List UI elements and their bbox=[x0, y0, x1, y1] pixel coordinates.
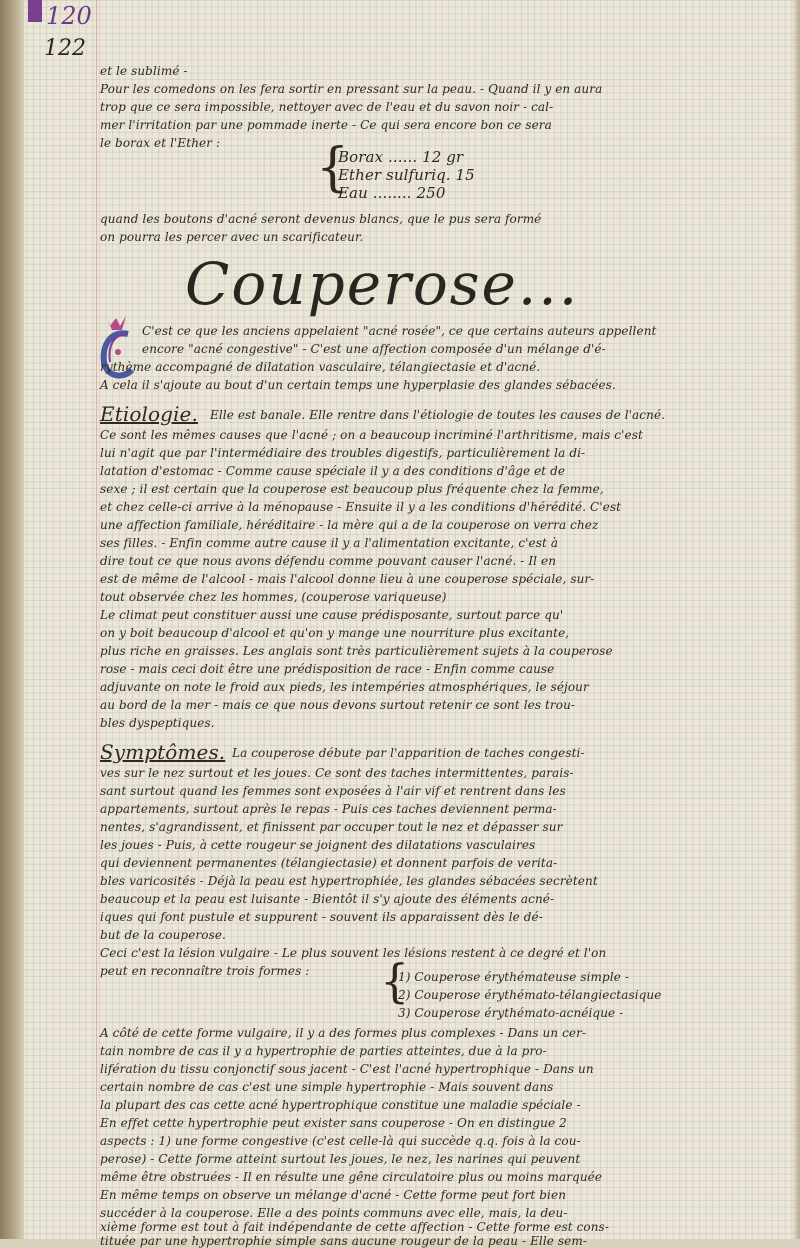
text-line: sexe ; il est certain que la couperose est beaucoup plus fréquente chez la femme, bbox=[100, 482, 604, 496]
text-line: plus riche en graisses. Les anglais sont très particulièrement sujets à la couperose bbox=[100, 644, 613, 658]
text-line: tout observée chez les hommes, (couperose variqueuse) bbox=[100, 590, 447, 604]
text-line: une affection familiale, héréditaire - la mère qui a de la couperose on verra chez bbox=[100, 518, 599, 532]
text-line: adjuvante on note le froid aux pieds, les intempéries atmosphériques, le séjour bbox=[100, 680, 589, 694]
text-line: but de la couperose. bbox=[100, 928, 226, 942]
text-line: peut en reconnaître trois formes : bbox=[100, 964, 310, 978]
text-line: Elle est banale. Elle rentre dans l'étiologie de toutes les causes de l'acné. bbox=[210, 408, 666, 422]
text-line: aspects : 1) une forme congestive (c'est celle-là qui succède q.q. fois à la cou- bbox=[100, 1134, 581, 1148]
text-line: bles dyspeptiques. bbox=[100, 716, 215, 730]
text-line: qui deviennent permanentes (télangiectasie) et donnent parfois de verita- bbox=[100, 856, 558, 870]
text-line: au bord de la mer - mais ce que nous devons surtout retenir ce sont les trou- bbox=[100, 698, 576, 712]
text-line: rose - mais ceci doit être une prédisposition de race - Enfin comme cause bbox=[100, 662, 555, 676]
page-number: 122 bbox=[44, 36, 86, 61]
text-line: sant surtout quand les femmes sont exposées à l'air vif et rentrent dans les bbox=[100, 784, 566, 798]
text-line: A cela il s'ajoute au bout d'un certain temps une hyperplasie des glandes sébacées. bbox=[100, 378, 616, 392]
text-line: on y boit beaucoup d'alcool et qu'on y mange une nourriture plus excitante, bbox=[100, 626, 570, 640]
section-title: Couperose... bbox=[185, 250, 580, 318]
text-line: Pour les comedons on les fera sortir en pressant sur la peau. - Quand il y en aura bbox=[100, 82, 603, 96]
formula-brace: { bbox=[316, 138, 350, 198]
text-line: Ce sont les mêmes causes que l'acné ; on a beaucoup incriminé l'arthritisme, mais c'est bbox=[100, 428, 643, 442]
text-line: mer l'irritation par une pommade inerte - Ce qui sera encore bon ce sera bbox=[100, 118, 552, 132]
form-item: 1) Couperose érythémateuse simple - bbox=[398, 970, 629, 984]
text-line: on pourra les percer avec un scarificateur. bbox=[100, 230, 364, 244]
text-line: En même temps on observe un mélange d'acné - Cette forme peut fort bien bbox=[100, 1188, 567, 1202]
forms-brace: { bbox=[380, 954, 410, 1008]
formula-line: Ether sulfuriq. 15 bbox=[338, 166, 475, 184]
text-line: lifération du tissu conjonctif sous jacent - C'est l'acné hypertrophique - Dans un bbox=[100, 1062, 594, 1076]
form-item: 3) Couperose érythémato-acnéique - bbox=[398, 1006, 624, 1020]
text-line: beaucoup et la peau est luisante - Bientôt il s'y ajoute des éléments acné- bbox=[100, 892, 555, 906]
text-line: bles varicosités - Déjà la peau est hypertrophiée, les glandes sébacées secrètent bbox=[100, 874, 598, 888]
text-line: trop que ce sera impossible, nettoyer avec de l'eau et du savon noir - cal- bbox=[100, 100, 554, 114]
subsection-heading-etiologie: Etiologie. bbox=[100, 402, 198, 426]
text-line: succéder à la couperose. Elle a des points communs avec elle, mais, la deu- bbox=[100, 1206, 568, 1220]
text-line: nentes, s'agrandissent, et finissent par occuper tout le nez et dépasser sur bbox=[100, 820, 563, 834]
text-line: dire tout ce que nous avons défendu comme pouvant causer l'acné. - Il en bbox=[100, 554, 557, 568]
text-line: En effet cette hypertrophie peut exister sans couperose - On en distingue 2 bbox=[100, 1116, 567, 1130]
text-line: latation d'estomac - Comme cause spéciale il y a des conditions d'âge et de bbox=[100, 464, 566, 478]
text-line: xième forme est tout à fait indépendante de cette affection - Cette forme est cons- bbox=[100, 1220, 609, 1234]
text-line: A côté de cette forme vulgaire, il y a des formes plus complexes - Dans un cer- bbox=[100, 1026, 587, 1040]
formula-line: Borax ...... 12 gr bbox=[338, 148, 464, 166]
text-line: iques qui font pustule et suppurent - souvent ils apparaissent dès le dé- bbox=[100, 910, 543, 924]
bookmark-tab bbox=[28, 0, 42, 22]
text-line: Le climat peut constituer aussi une cause prédisposante, surtout parce qu' bbox=[100, 608, 564, 622]
text-line: lui n'agit que par l'intermédiaire des troubles digestifs, particulièrement la di- bbox=[100, 446, 586, 460]
notebook-binding bbox=[0, 0, 24, 1239]
text-line: C'est ce que les anciens appelaient "acné rosée", ce que certains auteurs appellent bbox=[142, 324, 657, 338]
text-line: quand les boutons d'acné seront devenus blancs, que le pus sera formé bbox=[100, 212, 542, 226]
text-line: rythème accompagné de dilatation vasculaire, télangiectasie et d'acné. bbox=[100, 360, 541, 374]
text-line: tituée par une hypertrophie simple sans aucune rougeur de la peau - Elle sem- bbox=[100, 1234, 588, 1248]
text-line: et chez celle-ci arrive à la ménopause - Ensuite il y a les conditions d'hérédité. C'est bbox=[100, 500, 622, 514]
form-item: 2) Couperose érythémato-télangiectasique bbox=[398, 988, 662, 1002]
text-line: ves sur le nez surtout et les joues. Ce sont des taches intermittentes, parais- bbox=[100, 766, 574, 780]
formula-line: Eau ........ 250 bbox=[338, 184, 446, 202]
text-line: La couperose débute par l'apparition de taches congesti- bbox=[232, 746, 585, 760]
text-line: et le sublimé - bbox=[100, 64, 188, 78]
text-line: encore "acné congestive" - C'est une affection composée d'un mélange d'é- bbox=[142, 342, 606, 356]
text-line: même être obstruées - Il en résulte une gêne circulatoire plus ou moins marquée bbox=[100, 1170, 603, 1184]
text-line: certain nombre de cas c'est une simple hypertrophie - Mais souvent dans bbox=[100, 1080, 554, 1094]
text-line: tain nombre de cas il y a hypertrophie de parties atteintes, due à la pro- bbox=[100, 1044, 547, 1058]
margin-line bbox=[96, 0, 97, 1239]
page-edge bbox=[792, 0, 800, 1239]
text-line: Ceci c'est la lésion vulgaire - Le plus souvent les lésions restent à ce degré et l'on bbox=[100, 946, 607, 960]
text-line: les joues - Puis, à cette rougeur se joignent des dilatations vasculaires bbox=[100, 838, 536, 852]
text-line: ses filles. - Enfin comme autre cause il y a l'alimentation excitante, c'est à bbox=[100, 536, 559, 550]
text-line: perose) - Cette forme atteint surtout les joues, le nez, les narines qui peuvent bbox=[100, 1152, 581, 1166]
text-line: le borax et l'Ether : bbox=[100, 136, 221, 150]
text-line: appartements, surtout après le repas - Puis ces taches deviennent perma- bbox=[100, 802, 557, 816]
text-line: la plupart des cas cette acné hypertrophique constitue une maladie spéciale - bbox=[100, 1098, 581, 1112]
stamp-number: 120 bbox=[46, 2, 92, 30]
subsection-heading-symptomes: Symptômes. bbox=[100, 740, 226, 764]
text-line: est de même de l'alcool - mais l'alcool donne lieu à une couperose spéciale, sur- bbox=[100, 572, 595, 586]
